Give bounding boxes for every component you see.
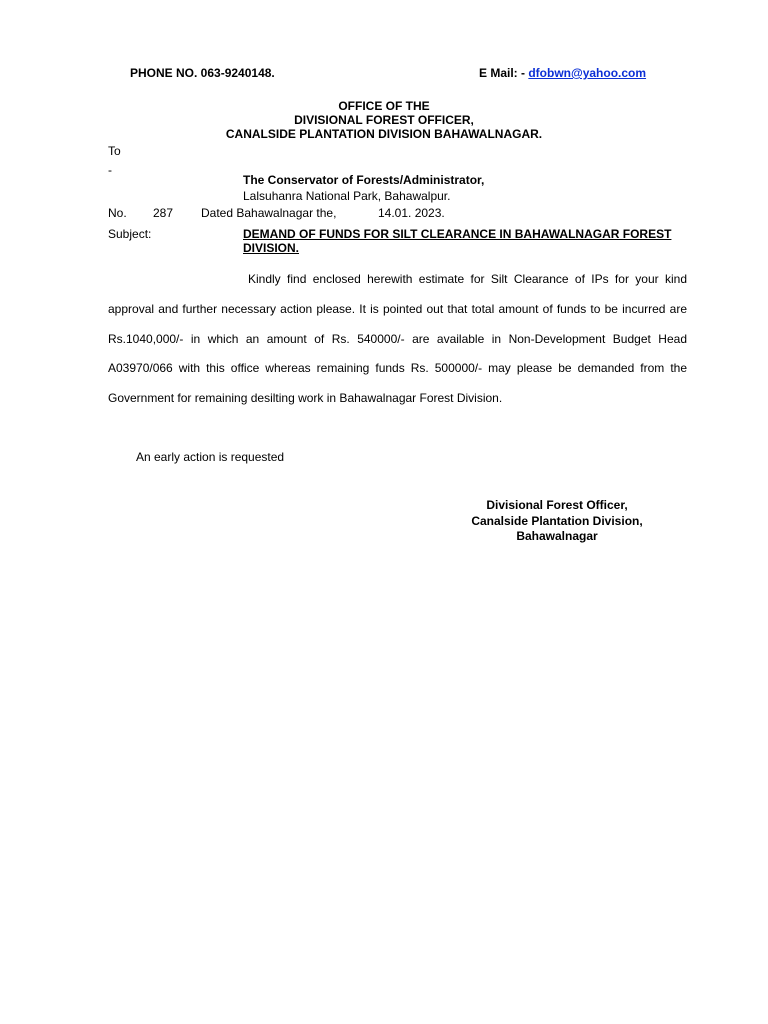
email-line	[479, 66, 646, 80]
email-link[interactable]: dfobwn@yahoo.com	[528, 66, 647, 80]
subject-text: DEMAND OF FUNDS FOR SILT CLEARANCE IN BAHAWALNAGAR FOREST DIVISION.	[243, 227, 672, 255]
ref-no: 287	[153, 206, 174, 220]
office-title-line1: OFFICE OF THE	[338, 99, 430, 113]
signature-line3: Bahawalnagar	[516, 529, 598, 543]
dash-mark: -	[108, 163, 112, 177]
to-label: To	[108, 144, 121, 158]
body-paragraph	[108, 265, 687, 414]
ref-dated: Dated Bahawalnagar the,	[201, 206, 337, 220]
addressee-address: Lalsuhanra National Park, Bahawalpur.	[243, 189, 451, 203]
signature-line1: Divisional Forest Officer,	[486, 498, 628, 512]
body-paragraph-text: Kindly find enclosed herewith estimate for Silt Clearance of IPs for your kind approval and further necessary action please. It is pointed out that total amount of funds to be incurred are Rs.1040,000/- in which an amount of Rs. 540000/- are available in Non-Development Budget Head A03970/066 with this office whereas remaining funds Rs. 500000/- may please be demanded from the Government for remaining desilting work in Bahawalnagar Forest Division.	[108, 272, 687, 406]
subject-label: Subject:	[108, 227, 152, 241]
closing-line: An early action is requested	[136, 450, 285, 464]
ref-date: 14.01. 2023.	[378, 206, 445, 220]
office-title-line3: CANALSIDE PLANTATION DIVISION BAHAWALNAGAR.	[225, 127, 543, 141]
addressee-name: The Conservator of Forests/Administrator,	[243, 173, 485, 187]
office-title-line2: DIVISIONAL FOREST OFFICER,	[294, 113, 474, 127]
ref-no-label: No.	[108, 206, 127, 220]
signature-line2: Canalside Plantation Division,	[471, 514, 643, 528]
email-label: E Mail: -	[479, 66, 529, 80]
phone-number: PHONE NO. 063-9240148.	[130, 66, 275, 80]
